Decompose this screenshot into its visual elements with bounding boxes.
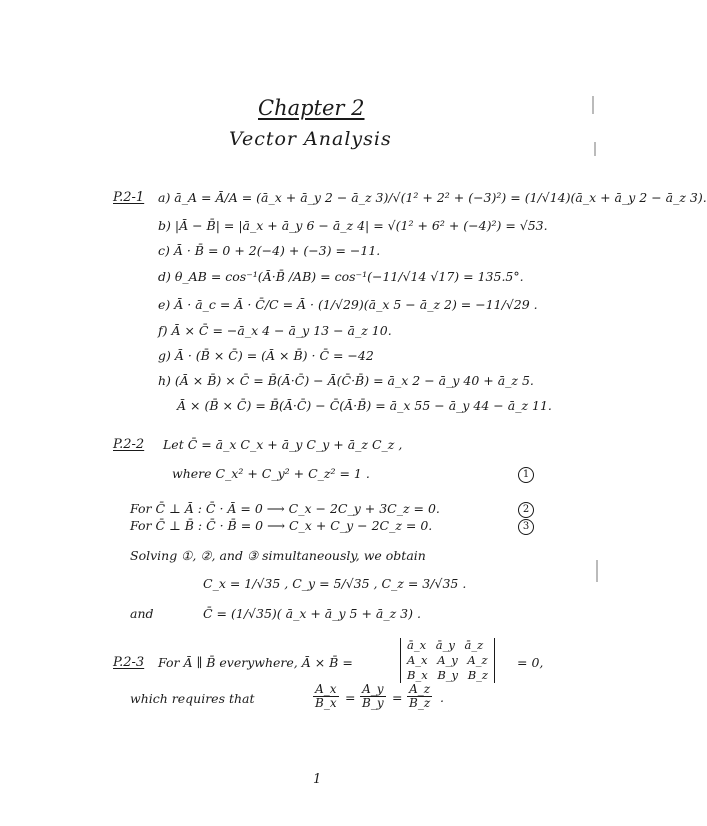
p22-solving: Solving ①, ②, and ③ simultaneously, we obtain <box>130 548 426 563</box>
ratio-y: $\frac{A\_y}{B\_y}$ <box>362 682 384 710</box>
equation-number-1: 1 <box>518 467 534 483</box>
scan-mark <box>592 96 594 114</box>
cross-product-determinant <box>400 638 495 683</box>
p21-part-f: f) Ā × C̄ = −ā_x 4 − ā_y 13 − ā_z 10. <box>158 323 392 338</box>
chapter-title: Chapter 2 <box>258 96 365 120</box>
p21-part-h: h) (Ā × B̄) × C̄ = B̄(Ā·C̄) − Ā(C̄·B̄) = ā_x 2 − ā_y 40 + ā_z 5. <box>158 373 534 388</box>
page-number: 1 <box>313 772 322 787</box>
scan-mark <box>596 560 598 582</box>
p21-part-e: e) Ā · ā_c = Ā · C̄/C = Ā · (1/√29)(ā_x 5 − ā_z 2) = −11/√29 . <box>158 297 538 312</box>
p22-perp-b: For C̄ ⊥ B̄ : C̄ · B̄ = 0 ⟶ C_x + C_y − 2C_z = 0. <box>130 518 433 533</box>
ratio-equals: = <box>392 690 403 705</box>
p23-statement: For Ā ∥ B̄ everywhere, Ā × B̄ = <box>158 655 353 670</box>
matrix-row-unit-vectors: ā_x ā_y ā_z <box>407 638 484 652</box>
matrix-row-a: A_x A_y A_z <box>407 653 488 667</box>
p22-perp-a: For C̄ ⊥ Ā : C̄ · Ā = 0 ⟶ C_x − 2C_y + 3C_z = 0. <box>130 501 440 516</box>
equation-number-2: 2 <box>518 502 534 518</box>
p21-part-c: c) Ā · B̄ = 0 + 2(−4) + (−3) = −11. <box>158 243 381 258</box>
problem-label-2-2: P.2-2 <box>113 437 145 452</box>
ratio-x: $\frac{A\_x}{B\_x}$ <box>315 682 337 710</box>
p22-where: where C_x² + C_y² + C_z² = 1 . <box>172 466 370 481</box>
scan-mark <box>594 142 596 156</box>
p23-requires: which requires that <box>130 691 255 706</box>
problem-label-2-1: P.2-1 <box>113 190 145 205</box>
chapter-subtitle: Vector Analysis <box>229 128 392 150</box>
ratio-equals: = <box>345 690 356 705</box>
p23-equals-zero: = 0, <box>517 655 544 670</box>
p21-part-d: d) θ_AB = cos⁻¹(Ā·B̄ /AB) = cos⁻¹(−11/√14 √17) = 135.5°. <box>158 269 524 284</box>
matrix-row-b: B_x B_y B_z <box>407 668 488 682</box>
p22-and: and <box>130 606 154 621</box>
p22-results: C_x = 1/√35 , C_y = 5/√35 , C_z = 3/√35 . <box>203 576 467 591</box>
p21-part-b: b) |Ā − B̄| = |ā_x + ā_y 6 − ā_z 4| = √(1² + 6² + (−4)²) = √53. <box>158 218 548 233</box>
p22-final: C̄ = (1/√35)( ā_x + ā_y 5 + ā_z 3) . <box>203 606 421 621</box>
p21-part-a: a) ā_A = Ā/A = (ā_x + ā_y 2 − ā_z 3)/√(1² + 2² + (−3)²) = (1/√14)(ā_x + ā_y 2 − ā_z 3). <box>158 190 707 205</box>
equation-number-3: 3 <box>518 519 534 535</box>
p21-part-h-second: Ā × (B̄ × C̄) = B̄(Ā·C̄) − C̄(Ā·B̄) = ā_x 55 − ā_y 44 − ā_z 11. <box>177 398 552 413</box>
problem-label-2-3: P.2-3 <box>113 655 145 670</box>
p21-part-g: g) Ā · (B̄ × C̄) = (Ā × B̄) · C̄ = −42 <box>158 348 374 363</box>
ratio-z: $\frac{A\_z}{B\_z}$ <box>409 682 431 710</box>
p22-let: Let C̄ = ā_x C_x + ā_y C_y + ā_z C_z , <box>163 437 403 452</box>
ratio-period: . <box>440 690 444 705</box>
